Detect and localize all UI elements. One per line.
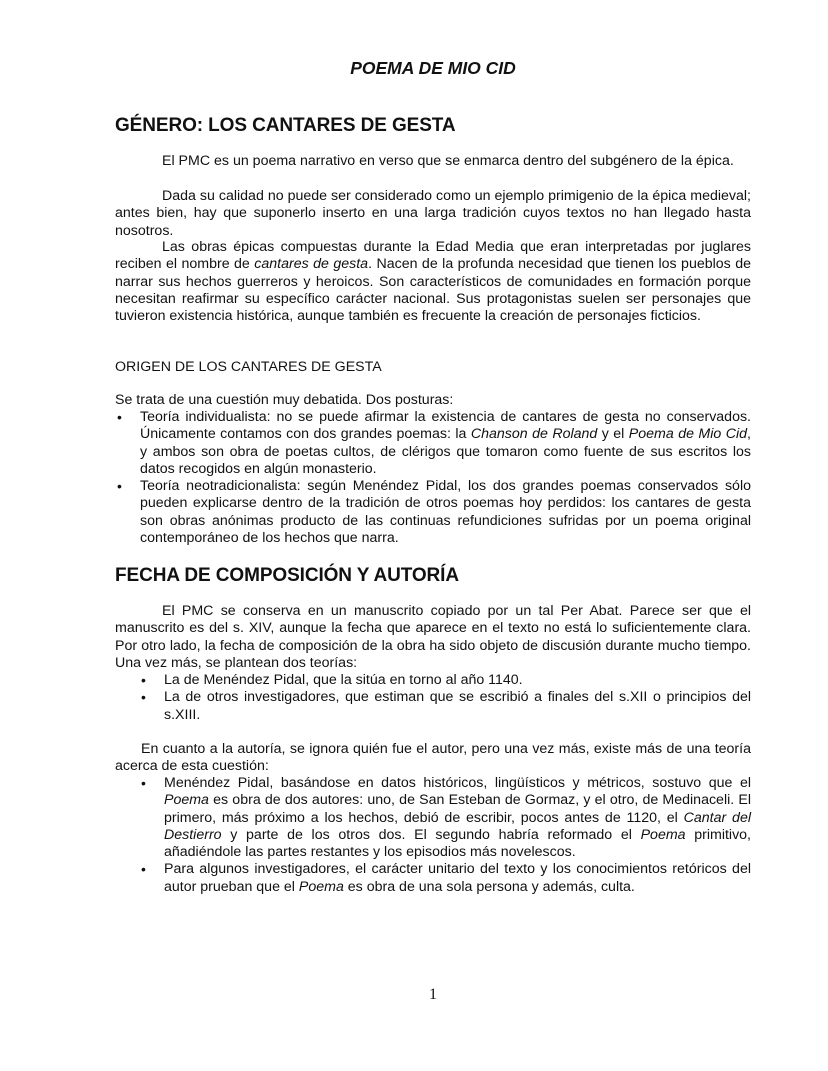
list-item: • Teoría individualista: no se puede afirmar la existencia de cantares de gesta no conservados. Únicamente contamos con dos grandes poemas: la Chanson de Roland y el Poema de Mio Cid, y ambos son obra de poetas cultos, de clérigos que tomaron como fuente de sus escritos los datos recogidos en algún monasterio.: [117, 409, 751, 477]
bullet-icon: •: [141, 861, 146, 878]
list-item: • Menéndez Pidal, basándose en datos históricos, lingüísticos y métricos, sostuvo que el Poema es obra de dos autores: uno, de San Esteban de Gormaz, y el otro, de Medinaceli. El primero, más próximo a los hechos, debió de escribir, pocos antes de 1120, el Cantar del Destierro y parte de los otros dos. El segundo habría reformado el Poema primitivo, añadiéndole las partes restantes y los episodios más novelescos.: [141, 775, 751, 861]
date-theories-list: [139, 672, 751, 724]
paragraph: Se trata de una cuestión muy debatida. Dos posturas:: [115, 392, 454, 408]
list-item: • Para algunos investigadores, el carácter unitario del texto y los conocimientos retóricos del autor prueban que el Poema es obra de una sola persona y además, culta.: [141, 861, 751, 895]
bullet-icon: •: [141, 775, 146, 791]
list-item: • Teoría neotradicionalista: según Menéndez Pidal, los dos grandes poemas conservados sólo pueden explicarse dentro de la tradición de otros poemas hoy perdidos: los cantares de gesta son obras anónimas producto de las continuas refundiciones sufridas por un poema original contemporáneo de los hechos que narra.: [117, 478, 751, 547]
page-number: 1: [429, 986, 437, 1003]
bullet-icon: •: [117, 478, 122, 495]
section-heading-fecha: FECHA DE COMPOSICIÓN Y AUTORÍA: [115, 565, 459, 586]
paragraph: El PMC es un poema narrativo en verso que se enmarca dentro del subgénero de la épica.: [162, 153, 734, 169]
paragraph: Dada su calidad no puede ser considerado como un ejemplo primigenio de la épica medieval; antes bien, hay que suponerlo inserto en una larga tradición cuyos textos no han llegado hasta nosotros.: [115, 188, 751, 239]
bullet-icon: •: [141, 672, 146, 688]
paragraph: Las obras épicas compuestas durante la Edad Media que eran interpretadas por juglares reciben el nombre de cantares de gesta. Nacen de la profunda necesidad que tienen los pueblos de narrar sus hechos guerreros y heroicos. Son característicos de comunidades en formación porque necesitan reafirmar su específico carácter nacional. Sus protagonistas suelen ser personajes que tuvieron existencia histórica, aunque también es frecuente la creación de personajes ficticios.: [115, 239, 751, 325]
theories-list: [115, 409, 751, 547]
document-title: POEMA DE MIO CID: [350, 58, 516, 78]
bullet-icon: •: [141, 689, 146, 706]
section-heading-genero: GÉNERO: LOS CANTARES DE GESTA: [115, 115, 456, 136]
paragraph: El PMC se conserva en un manuscrito copiado por un tal Per Abat. Parece ser que el manuscrito es del s. XIV, aunque la fecha que aparece en el texto no está lo suficientemente clara. Por otro lado, la fecha de composición de la obra ha sido objeto de discusión durante mucho tiempo. Una vez más, se plantean dos teorías:: [115, 603, 751, 671]
list-item: • La de otros investigadores, que estiman que se escribió a finales del s.XII o principios del s.XIII.: [141, 689, 751, 723]
subheading-origen: ORIGEN DE LOS CANTARES DE GESTA: [115, 359, 382, 375]
paragraph: En cuanto a la autoría, se ignora quién fue el autor, pero una vez más, existe más de una teoría acerca de esta cuestión:: [115, 741, 751, 775]
bullet-icon: •: [117, 409, 122, 425]
list-item: • La de Menéndez Pidal, que la sitúa en torno al año 1140.: [141, 672, 523, 688]
authorship-theories-list: [139, 775, 751, 896]
